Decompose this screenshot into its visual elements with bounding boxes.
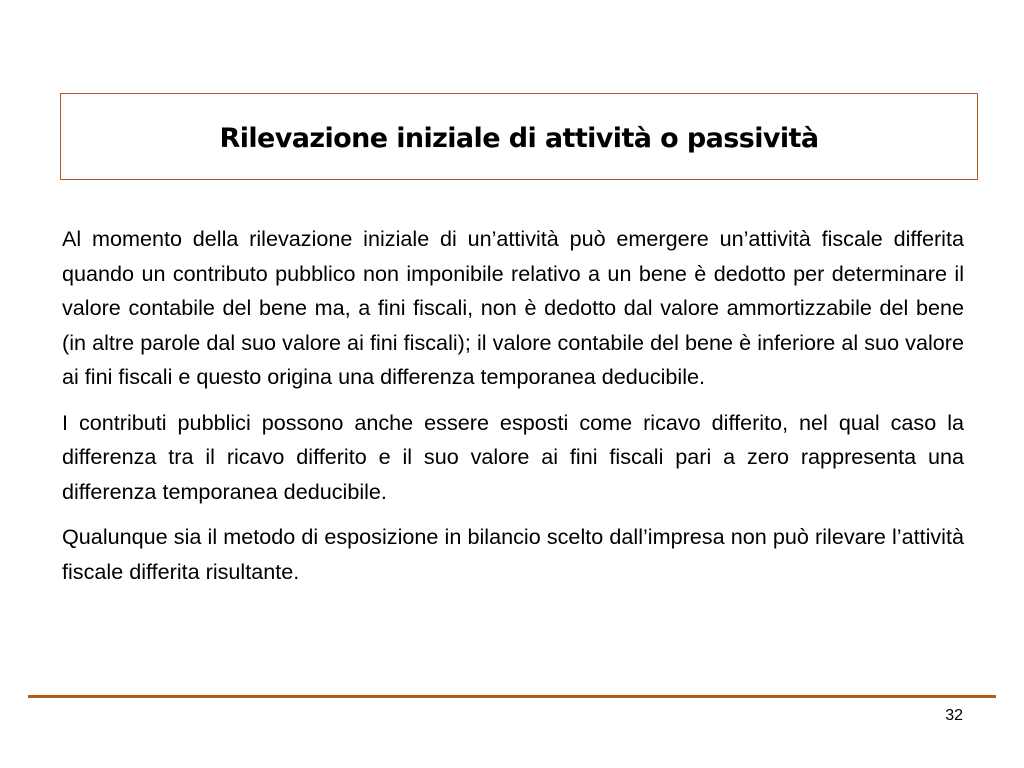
body-text — [62, 222, 964, 600]
title-box — [60, 93, 978, 180]
page-number: 32 — [945, 707, 963, 724]
paragraph-1: Al momento della rilevazione iniziale di un’attività può emergere un’attività fiscale differita quando un contributo pubblico non imponibile relativo a un bene è dedotto per determinare il valore contabile del bene ma, a fini fiscali, non è dedotto dal valore ammortizzabile del bene (in altre parole dal suo valore ai fini fiscali); il valore contabile del bene è inferiore al suo valore ai fini fiscali e questo origina una differenza temporanea deducibile. — [62, 226, 964, 389]
slide-title: Rilevazione iniziale di attività o passività — [219, 123, 819, 154]
footer-divider — [28, 695, 996, 698]
paragraph-3: Qualunque sia il metodo di esposizione in bilancio scelto dall’impresa non può rilevare l’attività fiscale differita risultante. — [62, 524, 964, 584]
paragraph-2: I contributi pubblici possono anche essere esposti come ricavo differito, nel qual caso la differenza tra il ricavo differito e il suo valore ai fini fiscali pari a zero rappresenta una differenza temporanea deducibile. — [62, 409, 964, 504]
